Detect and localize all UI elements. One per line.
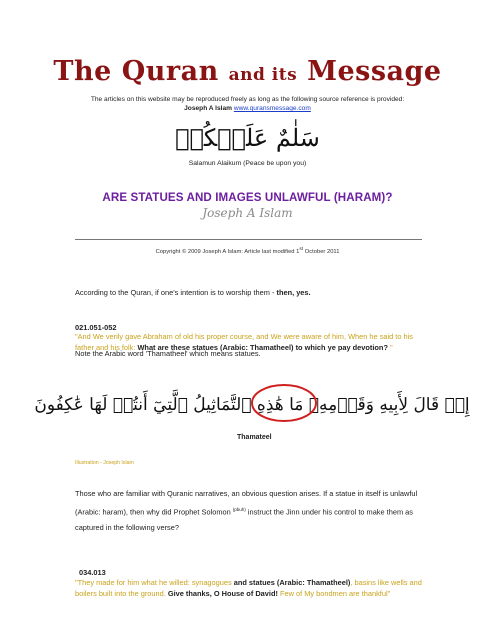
quote1-bold: What are these statues (Arabic: Thamatheel) to which ye pay devotion?	[137, 342, 388, 352]
article-heading: ARE STATUES AND IMAGES UNLAWFUL (HARAM)?	[102, 191, 393, 204]
quote2-part-a: "They made for him what he willed: synagogues	[75, 578, 234, 587]
reproduction-notice	[40, 95, 455, 113]
quote1-part-a: "And We verily gave Abraham of old his proper course, and We were aware of him, When he said to his father and his folk:	[75, 332, 413, 352]
divider	[75, 239, 422, 240]
salaam-arabic: سَلٰمٌ عَلَيۡكُمۡ	[175, 124, 320, 152]
author-signature: Joseph A Islam	[202, 206, 293, 220]
copyright-line	[0, 247, 495, 255]
arabic-verse-illustration	[34, 380, 470, 428]
source-link[interactable]: www.quransmessage.com	[233, 105, 311, 112]
p2-sup: (pbuh)	[232, 506, 246, 512]
quote1-end: "	[387, 342, 393, 352]
copyright-text: Copyright © 2009 Joseph A Islam: Article last modified 1	[155, 248, 300, 255]
quote-2	[75, 578, 425, 599]
intro-paragraph	[75, 288, 425, 297]
p2-part-a: Those who are familiar with Quranic narratives, an obvious question arises. If a statue in itself is unlawful (Arabic: haram), then why did Prophet Solomon	[75, 489, 418, 517]
source-author: Joseph A Islam	[184, 105, 233, 112]
quote2-bold-2: Give thanks, O House of David!	[167, 588, 278, 598]
thamatheel-label: Thamateel	[237, 434, 272, 441]
verse-ref-2: 034.013	[79, 568, 106, 577]
note-paragraph: Note the Arabic word 'Thamatheel' which means statues.	[75, 349, 261, 358]
copyright-sup: st	[299, 247, 304, 252]
p2-part-b: instruct the Jinn under his control to make them as captured in the following verse?	[75, 507, 413, 533]
arabic-verse-text: إِذۡ قَالَ لِأَبِيهِ وَقَوۡمِهِۦ مَا هَٰذِهِ ٱلتَّمَاثِيلُ ٱلَّتِيٓ أَنتُمۡ لَهَا عَٰكِفُونَ	[34, 395, 470, 415]
illustration-credit: Illustration - Joseph Islam	[75, 460, 134, 466]
title-quran: Quran	[121, 56, 219, 87]
salaam-translit: Salamun Alaikum (Peace be upon you)	[188, 160, 307, 167]
title-the: The	[53, 56, 112, 87]
title-message: Message	[307, 56, 442, 87]
quote2-part-c: , basins like wells and boilers built into the ground.	[75, 578, 422, 598]
title-and-its: and its	[228, 65, 298, 85]
site-title	[0, 56, 495, 87]
intro-text: According to the Quran, if one's intention is to worship them -	[75, 288, 277, 297]
copyright-tail: October 2011	[303, 248, 340, 255]
quote2-part-e: Few of My bondmen are thankful"	[277, 588, 391, 598]
intro-bold: then, yes.	[276, 288, 311, 297]
paragraph-2	[75, 486, 425, 536]
verse-ref-1: 021.051-052	[75, 323, 117, 332]
quote2-bold-1: and statues (Arabic: Thamatheel)	[233, 578, 351, 587]
reproduction-text: The articles on this website may be reproduced freely as long as the following source reference is provided:	[90, 96, 405, 103]
